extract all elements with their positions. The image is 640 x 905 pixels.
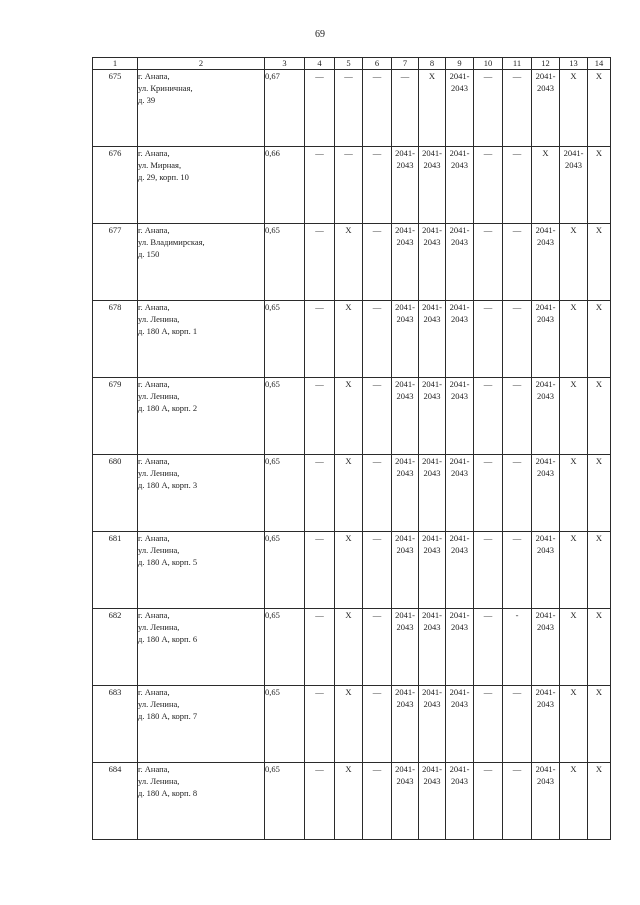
address-line: ул. Ленина, [138, 468, 180, 478]
table-row [93, 147, 611, 224]
value-cell-col-4: — [305, 70, 335, 147]
row-number: 675 [93, 70, 138, 147]
value-cell-col-8: X [419, 70, 446, 147]
value-cell-col-11: - [503, 609, 532, 686]
column-header-2: 2 [138, 58, 265, 70]
value-cell-col-10: — [474, 763, 503, 840]
area-cell: 0,66 [265, 147, 305, 224]
page-number: 69 [315, 29, 325, 40]
value-cell-col-8: 2041- 2043 [419, 224, 446, 301]
table-row [93, 301, 611, 378]
value-cell-col-13: X [560, 455, 588, 532]
value-cell-col-6: — [363, 301, 392, 378]
table-row [93, 532, 611, 609]
value-cell-col-5: X [335, 763, 363, 840]
address-line: д. 180 А, корп. 2 [138, 403, 198, 413]
value-cell-col-4: — [305, 455, 335, 532]
value-cell-col-4: — [305, 224, 335, 301]
value-cell-col-12: 2041- 2043 [532, 301, 560, 378]
row-number: 680 [93, 455, 138, 532]
row-number: 677 [93, 224, 138, 301]
row-number: 683 [93, 686, 138, 763]
address-line: ул. Ленина, [138, 699, 180, 709]
value-cell-col-11: — [503, 455, 532, 532]
value-cell-col-5: — [335, 147, 363, 224]
row-number: 684 [93, 763, 138, 840]
area-cell: 0,67 [265, 70, 305, 147]
column-header-4: 4 [305, 58, 335, 70]
address-line: г. Анапа, [138, 379, 170, 389]
address-line: д. 150 [138, 249, 160, 259]
table-row [93, 224, 611, 301]
address-line: ул. Ленина, [138, 314, 180, 324]
area-cell: 0,65 [265, 224, 305, 301]
column-header-9: 9 [446, 58, 474, 70]
value-cell-col-8: 2041- 2043 [419, 378, 446, 455]
address-cell [138, 763, 265, 840]
row-number: 682 [93, 609, 138, 686]
address-line: г. Анапа, [138, 610, 170, 620]
value-cell-col-14: X [588, 609, 611, 686]
value-cell-col-12: 2041- 2043 [532, 763, 560, 840]
value-cell-col-14: X [588, 147, 611, 224]
value-cell-col-7: 2041- 2043 [392, 532, 419, 609]
address-line: д. 180 А, корп. 8 [138, 788, 198, 798]
value-cell-col-6: — [363, 378, 392, 455]
value-cell-col-12: 2041- 2043 [532, 224, 560, 301]
value-cell-col-12: 2041- 2043 [532, 70, 560, 147]
value-cell-col-10: — [474, 147, 503, 224]
value-cell-col-14: X [588, 378, 611, 455]
address-line: д. 180 А, корп. 3 [138, 480, 198, 490]
address-line: г. Анапа, [138, 302, 170, 312]
value-cell-col-13: X [560, 378, 588, 455]
value-cell-col-9: 2041- 2043 [446, 147, 474, 224]
value-cell-col-13: X [560, 224, 588, 301]
value-cell-col-12: 2041- 2043 [532, 609, 560, 686]
table-row [93, 455, 611, 532]
value-cell-col-8: 2041- 2043 [419, 609, 446, 686]
table-row [93, 609, 611, 686]
value-cell-col-5: X [335, 224, 363, 301]
value-cell-col-6: — [363, 609, 392, 686]
column-header-13: 13 [560, 58, 588, 70]
value-cell-col-6: — [363, 455, 392, 532]
value-cell-col-4: — [305, 609, 335, 686]
register-table [92, 57, 611, 840]
value-cell-col-12: 2041- 2043 [532, 686, 560, 763]
value-cell-col-11: — [503, 147, 532, 224]
value-cell-col-12: 2041- 2043 [532, 455, 560, 532]
value-cell-col-13: X [560, 686, 588, 763]
column-header-11: 11 [503, 58, 532, 70]
value-cell-col-12: X [532, 147, 560, 224]
address-cell [138, 224, 265, 301]
value-cell-col-14: X [588, 301, 611, 378]
address-line: г. Анапа, [138, 225, 170, 235]
address-cell [138, 301, 265, 378]
value-cell-col-8: 2041- 2043 [419, 763, 446, 840]
value-cell-col-7: 2041- 2043 [392, 763, 419, 840]
column-header-10: 10 [474, 58, 503, 70]
value-cell-col-9: 2041- 2043 [446, 70, 474, 147]
address-line: г. Анапа, [138, 456, 170, 466]
value-cell-col-9: 2041- 2043 [446, 609, 474, 686]
value-cell-col-7: 2041- 2043 [392, 455, 419, 532]
value-cell-col-14: X [588, 763, 611, 840]
value-cell-col-6: — [363, 70, 392, 147]
address-line: ул. Мирная, [138, 160, 182, 170]
value-cell-col-11: — [503, 532, 532, 609]
row-number: 676 [93, 147, 138, 224]
address-line: г. Анапа, [138, 687, 170, 697]
value-cell-col-5: — [335, 70, 363, 147]
value-cell-col-5: X [335, 532, 363, 609]
address-line: г. Анапа, [138, 533, 170, 543]
address-cell [138, 147, 265, 224]
value-cell-col-5: X [335, 378, 363, 455]
value-cell-col-10: — [474, 609, 503, 686]
value-cell-col-5: X [335, 609, 363, 686]
value-cell-col-14: X [588, 224, 611, 301]
value-cell-col-13: X [560, 763, 588, 840]
value-cell-col-14: X [588, 70, 611, 147]
table-row [93, 763, 611, 840]
address-line: ул. Криничная, [138, 83, 193, 93]
value-cell-col-4: — [305, 378, 335, 455]
row-number: 681 [93, 532, 138, 609]
value-cell-col-11: — [503, 763, 532, 840]
value-cell-col-10: — [474, 224, 503, 301]
header-row [93, 58, 611, 70]
value-cell-col-9: 2041- 2043 [446, 763, 474, 840]
value-cell-col-6: — [363, 147, 392, 224]
address-cell [138, 609, 265, 686]
value-cell-col-8: 2041- 2043 [419, 147, 446, 224]
address-line: ул. Ленина, [138, 622, 180, 632]
address-line: г. Анапа, [138, 71, 170, 81]
value-cell-col-4: — [305, 147, 335, 224]
value-cell-col-11: — [503, 70, 532, 147]
address-line: г. Анапа, [138, 148, 170, 158]
value-cell-col-4: — [305, 763, 335, 840]
address-cell [138, 686, 265, 763]
value-cell-col-9: 2041- 2043 [446, 378, 474, 455]
value-cell-col-9: 2041- 2043 [446, 686, 474, 763]
value-cell-col-9: 2041- 2043 [446, 532, 474, 609]
table-header [93, 58, 611, 70]
value-cell-col-13: X [560, 609, 588, 686]
area-cell: 0,65 [265, 378, 305, 455]
value-cell-col-8: 2041- 2043 [419, 686, 446, 763]
value-cell-col-5: X [335, 455, 363, 532]
value-cell-col-13: X [560, 532, 588, 609]
area-cell: 0,65 [265, 455, 305, 532]
area-cell: 0,65 [265, 609, 305, 686]
table-row [93, 378, 611, 455]
table-row [93, 686, 611, 763]
value-cell-col-7: 2041- 2043 [392, 147, 419, 224]
area-cell: 0,65 [265, 686, 305, 763]
value-cell-col-6: — [363, 224, 392, 301]
value-cell-col-12: 2041- 2043 [532, 378, 560, 455]
address-line: ул. Ленина, [138, 545, 180, 555]
value-cell-col-10: — [474, 686, 503, 763]
value-cell-col-7: 2041- 2043 [392, 378, 419, 455]
value-cell-col-11: — [503, 686, 532, 763]
value-cell-col-10: — [474, 70, 503, 147]
row-number: 678 [93, 301, 138, 378]
value-cell-col-4: — [305, 532, 335, 609]
value-cell-col-11: — [503, 378, 532, 455]
address-cell [138, 378, 265, 455]
area-cell: 0,65 [265, 763, 305, 840]
value-cell-col-11: — [503, 224, 532, 301]
value-cell-col-6: — [363, 686, 392, 763]
value-cell-col-8: 2041- 2043 [419, 301, 446, 378]
column-header-6: 6 [363, 58, 392, 70]
column-header-5: 5 [335, 58, 363, 70]
value-cell-col-6: — [363, 532, 392, 609]
area-cell: 0,65 [265, 532, 305, 609]
column-header-7: 7 [392, 58, 419, 70]
address-line: д. 180 А, корп. 1 [138, 326, 198, 336]
value-cell-col-7: — [392, 70, 419, 147]
table-row [93, 70, 611, 147]
value-cell-col-4: — [305, 301, 335, 378]
address-line: ул. Ленина, [138, 776, 180, 786]
value-cell-col-12: 2041- 2043 [532, 532, 560, 609]
area-cell: 0,65 [265, 301, 305, 378]
column-header-3: 3 [265, 58, 305, 70]
address-line: д. 39 [138, 95, 156, 105]
value-cell-col-6: — [363, 763, 392, 840]
value-cell-col-7: 2041- 2043 [392, 224, 419, 301]
address-cell [138, 455, 265, 532]
address-line: ул. Владимирская, [138, 237, 205, 247]
address-cell [138, 532, 265, 609]
value-cell-col-8: 2041- 2043 [419, 455, 446, 532]
value-cell-col-10: — [474, 532, 503, 609]
value-cell-col-13: X [560, 301, 588, 378]
value-cell-col-9: 2041- 2043 [446, 301, 474, 378]
value-cell-col-5: X [335, 686, 363, 763]
value-cell-col-7: 2041- 2043 [392, 609, 419, 686]
value-cell-col-11: — [503, 301, 532, 378]
value-cell-col-5: X [335, 301, 363, 378]
address-line: д. 180 А, корп. 7 [138, 711, 198, 721]
address-line: ул. Ленина, [138, 391, 180, 401]
value-cell-col-13: X [560, 70, 588, 147]
value-cell-col-7: 2041- 2043 [392, 301, 419, 378]
value-cell-col-14: X [588, 686, 611, 763]
value-cell-col-14: X [588, 532, 611, 609]
value-cell-col-7: 2041- 2043 [392, 686, 419, 763]
table-body [93, 70, 611, 840]
value-cell-col-14: X [588, 455, 611, 532]
value-cell-col-10: — [474, 378, 503, 455]
row-number: 679 [93, 378, 138, 455]
column-header-1: 1 [93, 58, 138, 70]
value-cell-col-4: — [305, 686, 335, 763]
address-line: г. Анапа, [138, 764, 170, 774]
address-line: д. 180 А, корп. 5 [138, 557, 198, 567]
column-header-12: 12 [532, 58, 560, 70]
value-cell-col-9: 2041- 2043 [446, 455, 474, 532]
value-cell-col-10: — [474, 301, 503, 378]
address-cell [138, 70, 265, 147]
value-cell-col-9: 2041- 2043 [446, 224, 474, 301]
value-cell-col-8: 2041- 2043 [419, 532, 446, 609]
column-header-14: 14 [588, 58, 611, 70]
value-cell-col-10: — [474, 455, 503, 532]
address-line: д. 180 А, корп. 6 [138, 634, 198, 644]
column-header-8: 8 [419, 58, 446, 70]
address-line: д. 29, корп. 10 [138, 172, 189, 182]
value-cell-col-13: 2041- 2043 [560, 147, 588, 224]
